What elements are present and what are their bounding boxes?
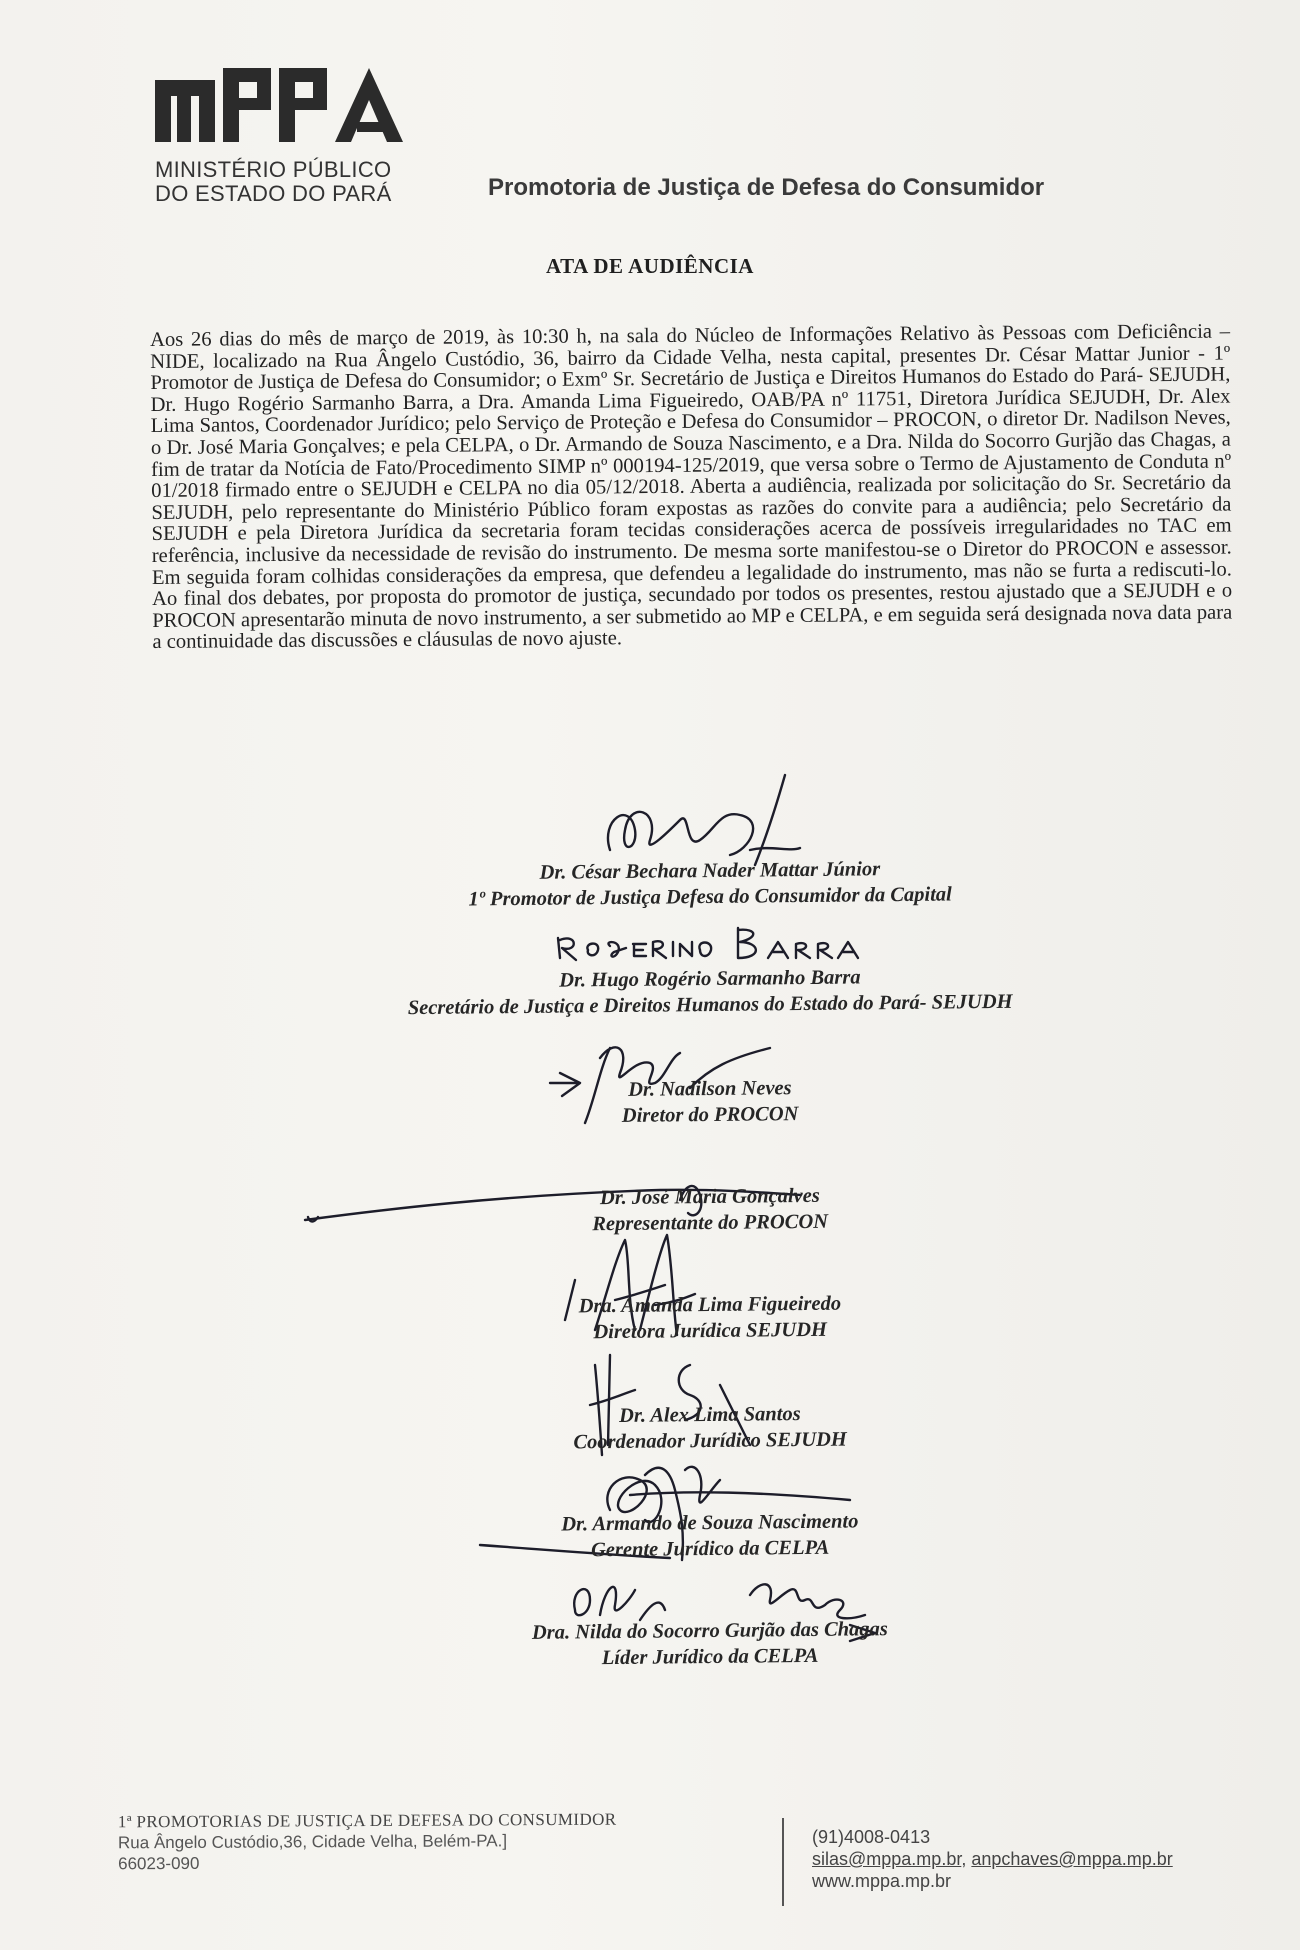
footer-contact-block bbox=[812, 1826, 1173, 1892]
signatory-name: Dr. Alex Lima Santos bbox=[619, 1403, 801, 1427]
signatory-cesar-mattar bbox=[230, 853, 1190, 915]
signatory-name: Dr. Nadilson Neves bbox=[628, 1077, 792, 1101]
signatory-name: Dr. Hugo Rogério Sarmanho Barra bbox=[559, 966, 861, 992]
signatory-role: Líder Jurídico da CELPA bbox=[601, 1644, 819, 1670]
signatory-nilda-chagas bbox=[230, 1613, 1190, 1675]
footer-website[interactable]: www.mppa.mp.br bbox=[812, 1871, 952, 1891]
signatory-role: Coordenador Jurídico SEJUDH bbox=[573, 1428, 847, 1454]
footer-email-2[interactable]: anpchaves@mppa.mp.br bbox=[971, 1849, 1173, 1869]
footer-address-block bbox=[118, 1809, 617, 1875]
signatory-armando-souza bbox=[230, 1505, 1190, 1567]
signatory-name: Dr. Armando de Souza Nascimento bbox=[561, 1510, 859, 1536]
footer-email-1[interactable]: silas@mppa.mp.br bbox=[812, 1849, 962, 1869]
signatory-jose-maria bbox=[230, 1179, 1190, 1241]
signatory-role: Representante do PROCON bbox=[592, 1210, 829, 1236]
signatory-role: Secretário de Justiça e Direitos Humanos do Estado do Pará- SEJUDH bbox=[407, 990, 1013, 1020]
footer-phone: (91)4008-0413 bbox=[812, 1827, 931, 1847]
signatory-role: Diretora Jurídica SEJUDH bbox=[593, 1318, 827, 1344]
footer-address: Rua Ângelo Custódio,36, Cidade Velha, Belém-PA.] bbox=[117, 1831, 508, 1853]
document-title: ATA DE AUDIÊNCIA bbox=[546, 254, 754, 278]
signatory-role: 1º Promotor de Justiça Defesa do Consumidor da Capital bbox=[468, 883, 952, 911]
signature-cesar-mattar bbox=[590, 770, 810, 870]
signatory-hugo-barra bbox=[230, 961, 1190, 1023]
mppa-logo bbox=[155, 68, 415, 206]
logo-line-2: DO ESTADO DO PARÁ bbox=[155, 181, 392, 206]
footer-org: 1ª PROMOTORIAS DE JUSTIÇA DE DEFESA DO CONSUMIDOR bbox=[117, 1809, 617, 1832]
signatory-role: Diretor do PROCON bbox=[621, 1103, 799, 1127]
signatory-amanda-lima bbox=[230, 1287, 1190, 1349]
signatory-name: Dra. Amanda Lima Figueiredo bbox=[578, 1292, 842, 1318]
signatory-name: Dra. Nilda do Socorro Gurjão das Chagas bbox=[531, 1618, 888, 1644]
signatory-name: Dr. José Maria Gonçalves bbox=[599, 1184, 820, 1210]
footer-cep: 66023-090 bbox=[118, 1853, 200, 1874]
footer-email-separator: , bbox=[961, 1849, 967, 1869]
logo-line-1: MINISTÉRIO PÚBLICO bbox=[155, 157, 392, 182]
signatory-role: Gerente Jurídico da CELPA bbox=[590, 1536, 830, 1562]
signatory-name: Dr. César Bechara Nader Mattar Júnior bbox=[539, 858, 881, 884]
mppa-logo-mark bbox=[155, 68, 405, 146]
signatory-alex-lima bbox=[230, 1397, 1190, 1459]
footer-divider bbox=[782, 1818, 784, 1906]
document-body: Aos 26 dias do mês de março de 2019, às 10:30 h, na sala do Núcleo de Informações Relativo às Pessoas com Deficiência – NIDE, localizado na Rua Ângelo Custódio, 36, bairro da Cidade Velha, nesta capital, presentes Dr. César Mattar Junior - 1º Promotor de Justiça de Defesa do Consumidor; o Exmº Sr. Secretário de Justiça e Direitos Humanos do Estado do Pará- SEJUDH, Dr. Hugo Rogério Sarmanho Barra, a Dra. Amanda Lima Figueiredo, OAB/PA nº 11751, Diretora Jurídica SEJUDH, Dr. Alex Lima Santos, Coordenador Jurídico; pelo Serviço de Proteção e Defesa do Consumidor – PROCON, o diretor Dr. Nadilson Neves, o Dr. José Maria Gonçalves; e pela CELPA, o Dr. Armando de Souza Nascimento, e a Dra. Nilda do Socorro Gurjão das Chagas, a fim de tratar da Notícia de Fato/Procedimento SIMP nº 000194-125/2019, que versa sobre o Termo de Ajustamento de Conduta nº 01/2018 firmado entre o SEJUDH e CELPA no dia 05/12/2018. Aberta a audiência, realizada por solicitação do Sr. Secretário da SEJUDH, pelo representante do Ministério Público foram expostas as razões do convite para a audiência; pelo Secretário da SEJUDH e pela Diretora Jurídica da secretaria foram tecidas considerações acerca de possíveis irregularidades no TAC em referência, inclusive da necessidade de revisão do instrumento. De mesma sorte manifestou-se o Diretor do PROCON e assessor. Em seguida foram colhidas considerações da empresa, que defendeu a legalidade do instrumento, mas não se furta a rediscuti-lo. Ao final dos debates, por proposta do promotor de justiça, secundado por todos os presentes, restou ajustado que a SEJUDH e o PROCON apresentarão minuta de novo instrumento, a ser submetido ao MP e CELPA, e em seguida será designada nova data para a continuidade das discussões e cláusulas de novo ajuste. bbox=[149, 320, 1233, 654]
signatory-nadilson-neves bbox=[230, 1071, 1190, 1133]
signature-hugo-barra bbox=[548, 918, 868, 966]
department-title: Promotoria de Justiça de Defesa do Consumidor bbox=[488, 174, 1045, 201]
